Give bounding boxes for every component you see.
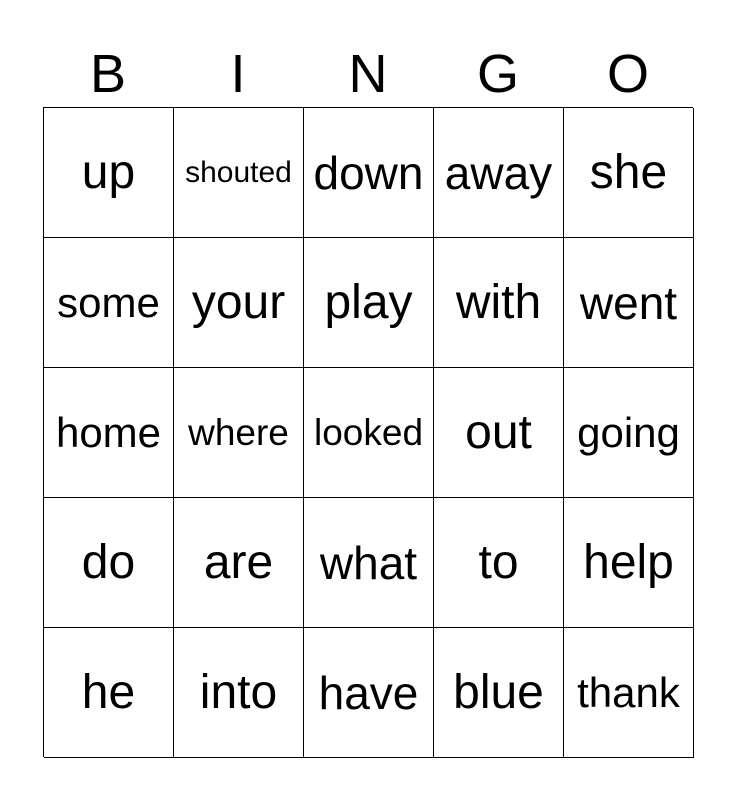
header-letter-i: I [230, 44, 246, 104]
bingo-cell[interactable]: he [44, 628, 174, 758]
bingo-cell[interactable]: out [434, 368, 564, 498]
bingo-board [43, 107, 693, 757]
bingo-cell[interactable]: away [434, 108, 564, 238]
bingo-cell[interactable]: going [564, 368, 694, 498]
header-letter-g: G [476, 44, 519, 104]
bingo-cell[interactable]: do [44, 498, 174, 628]
bingo-cell[interactable]: have [304, 628, 434, 758]
bingo-cell[interactable]: went [564, 238, 694, 368]
bingo-cell[interactable]: up [44, 108, 174, 238]
bingo-cell[interactable]: where [174, 368, 304, 498]
bingo-cell[interactable]: home [44, 368, 174, 498]
bingo-cell[interactable]: looked [304, 368, 434, 498]
bingo-cell[interactable]: thank [564, 628, 694, 758]
bingo-cell[interactable]: help [564, 498, 694, 628]
bingo-cell[interactable]: are [174, 498, 304, 628]
bingo-cell[interactable]: your [174, 238, 304, 368]
bingo-header [43, 40, 693, 108]
header-letter-b: B [89, 44, 127, 104]
header-letter-n: N [348, 44, 388, 104]
bingo-cell[interactable]: play [304, 238, 434, 368]
bingo-cell[interactable]: some [44, 238, 174, 368]
bingo-cell[interactable]: into [174, 628, 304, 758]
bingo-cell[interactable]: with [434, 238, 564, 368]
bingo-cell[interactable]: to [434, 498, 564, 628]
header-letter-o: O [606, 44, 649, 104]
bingo-cell[interactable]: shouted [174, 108, 304, 238]
bingo-cell[interactable]: she [564, 108, 694, 238]
bingo-cell[interactable]: down [304, 108, 434, 238]
bingo-cell[interactable]: blue [434, 628, 564, 758]
bingo-cell[interactable]: what [304, 498, 434, 628]
